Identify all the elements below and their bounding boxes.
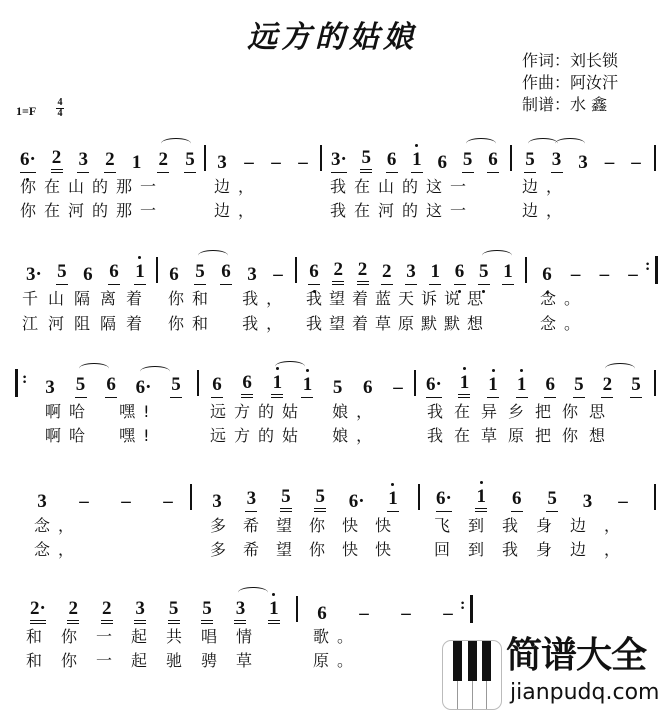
note: 3	[245, 489, 257, 512]
credits	[522, 50, 618, 116]
note: 5	[360, 148, 372, 173]
note: 1	[516, 375, 528, 398]
song-title: 远方的姑娘	[247, 20, 417, 55]
note: 3	[551, 150, 563, 173]
repeat-dots: :	[645, 257, 651, 274]
note: 5	[478, 262, 490, 285]
measure	[420, 368, 648, 398]
lyric: 多希望你快快	[210, 540, 409, 559]
lyric: 远方的姑 娘，	[210, 402, 381, 421]
lyric: 江河阻隔着	[22, 314, 153, 333]
barline	[510, 145, 512, 171]
lyric: 念，	[34, 516, 83, 535]
sustain-dash: –	[163, 491, 173, 512]
note: 2·	[30, 599, 46, 624]
high-octave-dot	[391, 483, 394, 486]
sustain-dash: –	[631, 152, 641, 173]
barline	[654, 370, 656, 396]
lyric: 你和 我，	[168, 289, 291, 308]
note: 1	[301, 375, 313, 398]
slur	[528, 138, 558, 149]
lyricist: 作词：刘长锁	[522, 51, 619, 70]
note: 2	[104, 150, 116, 173]
note: 2	[601, 375, 613, 398]
high-octave-dot	[520, 369, 523, 372]
note: 3	[217, 152, 227, 173]
note: 6·	[426, 375, 442, 398]
note: 2	[51, 148, 63, 173]
lyric: 念，	[34, 540, 83, 559]
lyric: 你在山的那一	[20, 177, 165, 196]
note: 5	[573, 375, 585, 398]
lyric: 多希望你快快	[210, 516, 409, 535]
measure	[430, 482, 635, 512]
slur	[198, 250, 228, 261]
lyric: 千山隔离着	[22, 289, 153, 308]
note: 2	[67, 599, 79, 624]
note: 3·	[26, 264, 42, 285]
measure	[518, 143, 648, 173]
note: 5	[56, 262, 68, 285]
repeat-dots: :	[460, 596, 466, 613]
barline	[414, 370, 416, 396]
note: 6	[308, 262, 320, 285]
lyric: 和你一起共唱情	[26, 627, 272, 646]
note: 1	[429, 262, 441, 285]
note: 5	[75, 375, 87, 398]
sustain-dash: –	[298, 152, 308, 173]
slur	[161, 138, 191, 149]
note: 3	[582, 491, 593, 512]
note: 6	[544, 375, 556, 398]
note: 3	[77, 150, 89, 173]
lyric: 和你一起驰骋草	[26, 651, 272, 670]
note: 1	[502, 262, 514, 285]
repeat-end-barline	[655, 256, 658, 284]
note: 6	[317, 603, 327, 624]
note: 1	[475, 487, 487, 512]
measure	[205, 482, 405, 512]
note: 5	[546, 489, 558, 512]
high-octave-dot	[463, 367, 466, 370]
barline	[320, 145, 322, 171]
note: 6	[169, 264, 179, 285]
note: 6	[541, 265, 553, 285]
measure	[310, 594, 460, 624]
sustain-dash: –	[273, 264, 283, 285]
time-bottom: 4	[57, 108, 63, 119]
measure	[535, 255, 645, 285]
high-octave-dot	[415, 144, 418, 147]
lyric: 我在山的这一	[330, 177, 475, 196]
lyric: 远方的姑 娘，	[210, 426, 381, 445]
slur	[79, 363, 109, 374]
note: 1	[131, 152, 142, 173]
barline	[654, 145, 656, 171]
note: 6·	[436, 489, 452, 512]
sustain-dash: –	[570, 264, 581, 285]
note: 6·	[348, 491, 365, 512]
barline	[525, 257, 527, 283]
note: 5	[184, 150, 196, 173]
lyric: 边，	[522, 177, 571, 196]
lyric: 啊哈 嘿!	[45, 426, 158, 445]
sustain-dash: –	[271, 152, 281, 173]
lyric: 念。	[540, 314, 589, 333]
sustain-dash: –	[604, 152, 615, 173]
slur	[140, 366, 170, 377]
note: 3	[212, 491, 222, 512]
barline	[295, 257, 297, 283]
measure	[205, 368, 410, 398]
high-octave-dot	[306, 369, 309, 372]
measure	[20, 255, 152, 285]
sustain-dash: –	[244, 152, 254, 173]
note: 6	[487, 150, 499, 173]
sustain-dash: –	[599, 264, 610, 285]
barline	[197, 370, 199, 396]
lyric: 我在草原把你想	[427, 426, 617, 445]
barline	[654, 484, 656, 510]
barline	[296, 596, 298, 622]
measure	[30, 482, 180, 512]
lyric: 你在河的那一	[20, 201, 165, 220]
slur	[482, 250, 512, 261]
time-signature	[56, 98, 64, 119]
measure	[24, 594, 286, 624]
slur	[605, 363, 635, 374]
sustain-dash: –	[618, 491, 628, 512]
lyric: 我在异乡把你思	[427, 402, 617, 421]
logo-url: jianpudq.com	[510, 680, 660, 705]
sustain-dash: –	[121, 491, 131, 512]
high-octave-dot	[272, 593, 275, 596]
note: 5	[201, 599, 213, 624]
lyric: 边，	[214, 177, 263, 196]
note: 6	[241, 373, 253, 398]
piano-logo-icon	[442, 640, 502, 710]
lyric: 回到我身边，	[434, 540, 639, 559]
lyric: 我望着蓝天诉说思	[306, 289, 491, 308]
note: 2	[332, 260, 344, 285]
lyric: 飞到我身边，	[434, 516, 639, 535]
high-octave-dot	[492, 369, 495, 372]
high-octave-dot	[480, 481, 483, 484]
note: 3·	[331, 150, 347, 173]
note: 5	[168, 599, 180, 624]
note: 3	[234, 599, 246, 624]
barline	[190, 484, 192, 510]
barline	[156, 257, 158, 283]
lyric: 歌。	[313, 627, 362, 646]
lyric: 你和 我，	[168, 314, 291, 333]
lyric: 念。	[540, 289, 589, 308]
note: 5	[524, 150, 536, 173]
lyric: 我望着草原默默想	[306, 314, 491, 333]
lyric: 原。	[313, 651, 362, 670]
sustain-dash: –	[79, 491, 89, 512]
note: 2	[381, 262, 393, 285]
note: 1	[268, 599, 280, 624]
transcriber: 制谱：水 鑫	[522, 95, 608, 114]
note: 5	[332, 377, 343, 398]
note: 2	[357, 260, 369, 285]
note: 1	[458, 373, 470, 398]
lyric: 边，	[214, 201, 263, 220]
sustain-dash: –	[401, 603, 411, 624]
note: 5	[194, 262, 206, 285]
barline	[204, 145, 206, 171]
repeat-dots: :	[22, 370, 28, 387]
note: 3	[578, 152, 588, 173]
note: 6	[511, 489, 523, 512]
note: 6	[211, 375, 223, 398]
note: 6·	[20, 150, 36, 173]
measure	[302, 255, 520, 285]
note: 6	[363, 377, 373, 398]
sustain-dash: –	[628, 264, 638, 285]
note: 2	[157, 150, 169, 173]
measure	[14, 143, 202, 173]
note: 3	[134, 599, 146, 624]
note: 6	[386, 150, 398, 173]
logo-text: 简谱大全	[506, 635, 647, 676]
note: 1	[134, 262, 146, 285]
note: 1	[271, 373, 283, 398]
note: 6	[108, 262, 120, 285]
composer: 作曲：阿汝汗	[522, 73, 619, 92]
note: 6	[220, 262, 232, 285]
lyric: 啊哈 嘿!	[45, 402, 158, 421]
note: 5	[280, 487, 292, 512]
note: 6·	[136, 378, 152, 398]
sustain-dash: –	[443, 603, 453, 624]
sustain-dash: –	[393, 377, 403, 398]
slur	[275, 361, 305, 372]
note: 1	[411, 150, 423, 173]
measure	[162, 255, 290, 285]
note: 6	[437, 152, 448, 173]
note: 3	[247, 264, 257, 285]
note: 6	[454, 262, 466, 285]
measure	[210, 143, 315, 173]
repeat-end-barline	[470, 595, 473, 623]
note: 6	[83, 264, 93, 285]
note: 1	[387, 489, 399, 512]
lyric: 边，	[522, 201, 571, 220]
note: 3	[405, 262, 417, 285]
sustain-dash: –	[359, 603, 369, 624]
time-top: 4	[57, 97, 63, 108]
note: 3	[45, 377, 55, 398]
key-signature: 1=F	[16, 104, 37, 118]
note: 6	[105, 375, 117, 398]
note: 1	[487, 375, 499, 398]
slur	[555, 138, 585, 149]
slur	[238, 587, 268, 598]
note: 5	[462, 150, 474, 173]
note: 5	[630, 375, 642, 398]
barline	[418, 484, 420, 510]
repeat-start-barline	[15, 369, 18, 397]
note: 5	[170, 375, 182, 398]
high-octave-dot	[138, 256, 141, 259]
note: 2	[101, 599, 113, 624]
measure	[38, 368, 188, 398]
measure	[325, 143, 505, 173]
note: 5	[314, 487, 326, 512]
slur	[466, 138, 496, 149]
note: 3	[37, 491, 47, 512]
lyric: 我在河的这一	[330, 201, 475, 220]
